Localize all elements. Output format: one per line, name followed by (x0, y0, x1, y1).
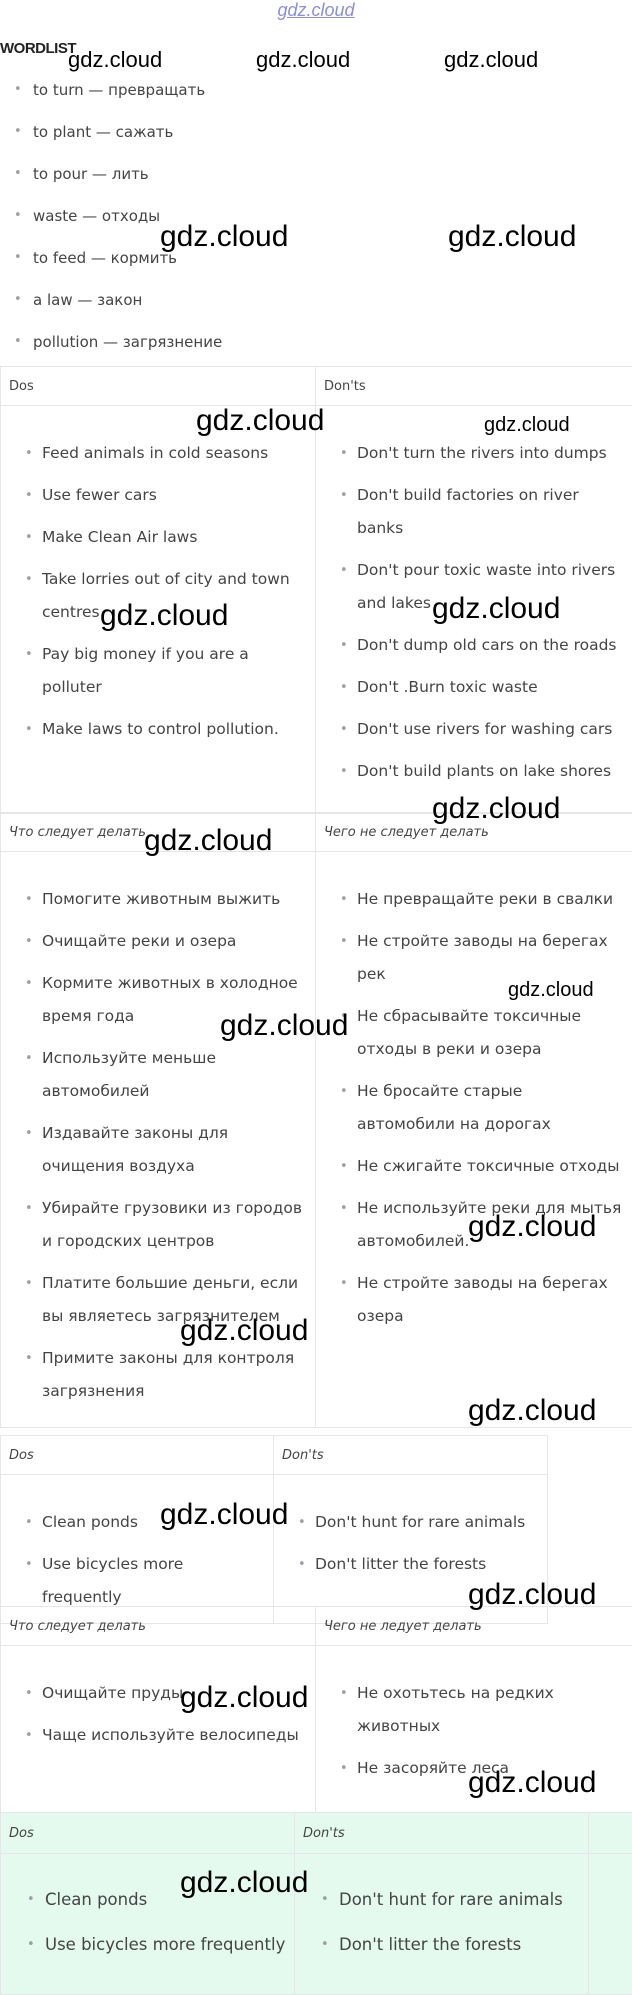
dos-donts-table-russian (0, 812, 632, 1428)
list-item: • pollution — загрязнение (0, 330, 222, 372)
watermark: gdz.cloud (508, 980, 594, 1000)
list-item: • Don't turn the rivers into dumps (316, 437, 632, 470)
list-item: • Издавайте законы для очищения воздуха (1, 1117, 315, 1183)
list-item: • to pour — лить (0, 162, 222, 204)
list-item: • Не бросайте старые автомобили на дорогах (316, 1075, 632, 1141)
watermark: gdz.cloud (180, 1316, 308, 1346)
list-item: • to plant — сажать (0, 120, 222, 162)
list-item: • Don't pour toxic waste into rivers and lakes (316, 554, 632, 620)
list-item: • Платите большие деньги, если вы являетесь загрязнителем (1, 1267, 315, 1333)
watermark: gdz.cloud (100, 601, 228, 631)
list-item: • Очищайте пруды (1, 1677, 315, 1710)
column-header-donts: Don'ts (295, 1813, 589, 1854)
empty-header-cell (589, 1813, 632, 1854)
list-item: • Не превращайте реки в свалки (316, 883, 632, 916)
watermark: gdz.cloud (448, 222, 576, 252)
list-item: • Don't hunt for rare animals (295, 1882, 588, 1918)
list-item: • Don't build factories on river banks (316, 479, 632, 545)
list-item: • to feed — кормить (0, 246, 222, 288)
column-header-dos: Dos (1, 1813, 295, 1854)
watermark: gdz.cloud (432, 794, 560, 824)
column-header-donts: Чего не ледует делать (316, 1607, 632, 1646)
list-item: • Don't dump old cars on the roads (316, 629, 632, 662)
donts-cell (316, 852, 632, 1428)
column-header-donts: Чего не следует делать (316, 813, 632, 852)
site-logo[interactable]: gdz.cloud (0, 0, 632, 21)
list-item: • Очищайте реки и озера (1, 925, 315, 958)
list-item: • Use bicycles more frequently (1, 1927, 294, 1963)
watermark: gdz.cloud (468, 1396, 596, 1426)
list-item: • a law — закон (0, 288, 222, 330)
watermark: gdz.cloud (468, 1212, 596, 1242)
list-item: • Используйте меньше автомобилей (1, 1042, 315, 1108)
empty-cell (589, 1854, 632, 1995)
watermark: gdz.cloud (68, 49, 162, 71)
list-item: • Чаще используйте велосипеды (1, 1719, 315, 1752)
list-item: • waste — отходы (0, 204, 222, 246)
list-item: • Make Clean Air laws (1, 521, 315, 554)
watermark: gdz.cloud (160, 1500, 288, 1530)
watermark: gdz.cloud (180, 1868, 308, 1898)
list-item: • Don't .Burn toxic waste (316, 671, 632, 704)
watermark: gdz.cloud (180, 1683, 308, 1713)
list-item: • Не охотьтесь на редких животных (316, 1677, 632, 1743)
watermark: gdz.cloud (144, 826, 272, 856)
column-header-dos: Dos (1, 1436, 274, 1475)
dos-cell (1, 1475, 274, 1624)
donts-cell (295, 1854, 589, 1995)
list-item: • Use bicycles more frequently (1, 1548, 273, 1614)
watermark: gdz.cloud (196, 406, 324, 436)
list-item: • Не стройте заводы на берегах рек (316, 925, 632, 991)
list-item: • Don't litter the forests (295, 1927, 588, 1963)
list-item: • Не стройте заводы на берегах озера (316, 1267, 632, 1333)
column-header-donts: Don'ts (274, 1436, 548, 1475)
list-item: • Make laws to control pollution. (1, 713, 315, 746)
watermark: gdz.cloud (432, 594, 560, 624)
column-header-donts: Don'ts (316, 367, 632, 406)
list-item: • Don't use rivers for washing cars (316, 713, 632, 746)
watermark: gdz.cloud (484, 415, 570, 435)
list-item: • Не сбрасывайте токсичные отходы в реки и озера (316, 1000, 632, 1066)
list-item: • Кормите животных в холодное время года (1, 967, 315, 1033)
list-item: • to turn — превращать (0, 78, 222, 120)
watermark: gdz.cloud (160, 222, 288, 252)
list-item: • Use fewer cars (1, 479, 315, 512)
list-item: • Feed animals in cold seasons (1, 437, 315, 470)
column-header-dos: Dos (1, 367, 316, 406)
watermark: gdz.cloud (468, 1580, 596, 1610)
list-item: • Pay big money if you are a polluter (1, 638, 315, 704)
wordlist-title: WORDLIST (0, 40, 76, 57)
watermark: gdz.cloud (468, 1768, 596, 1798)
list-item: • Don't hunt for rare animals (274, 1506, 547, 1539)
column-header-dos: Что следует делать (1, 813, 316, 852)
list-item: • Clean ponds (1, 1882, 294, 1918)
watermark: gdz.cloud (444, 49, 538, 71)
list-item: • Don't build plants on lake shores (316, 755, 632, 788)
list-item: • Убирайте грузовики из городов и городских центров (1, 1192, 315, 1258)
watermark: gdz.cloud (256, 49, 350, 71)
list-item: • Не сжигайте токсичные отходы (316, 1150, 632, 1183)
column-header-dos: Что следует делать (1, 1607, 316, 1646)
watermark: gdz.cloud (220, 1011, 348, 1041)
list-item: • Не засоряйте леса (316, 1752, 632, 1785)
list-item: • Take lorries out of city and town centres (1, 563, 315, 629)
dos-cell (1, 1646, 316, 1814)
dos-donts-table-highlighted (0, 1812, 632, 1995)
list-item: • Не используйте реки для мытья автомобилей. (316, 1192, 632, 1258)
list-item: • Clean ponds (1, 1506, 273, 1539)
list-item: • Don't litter the forests (274, 1548, 547, 1581)
list-item: • Примите законы для контроля загрязнения (1, 1342, 315, 1408)
list-item: • Помогите животным выжить (1, 883, 315, 916)
